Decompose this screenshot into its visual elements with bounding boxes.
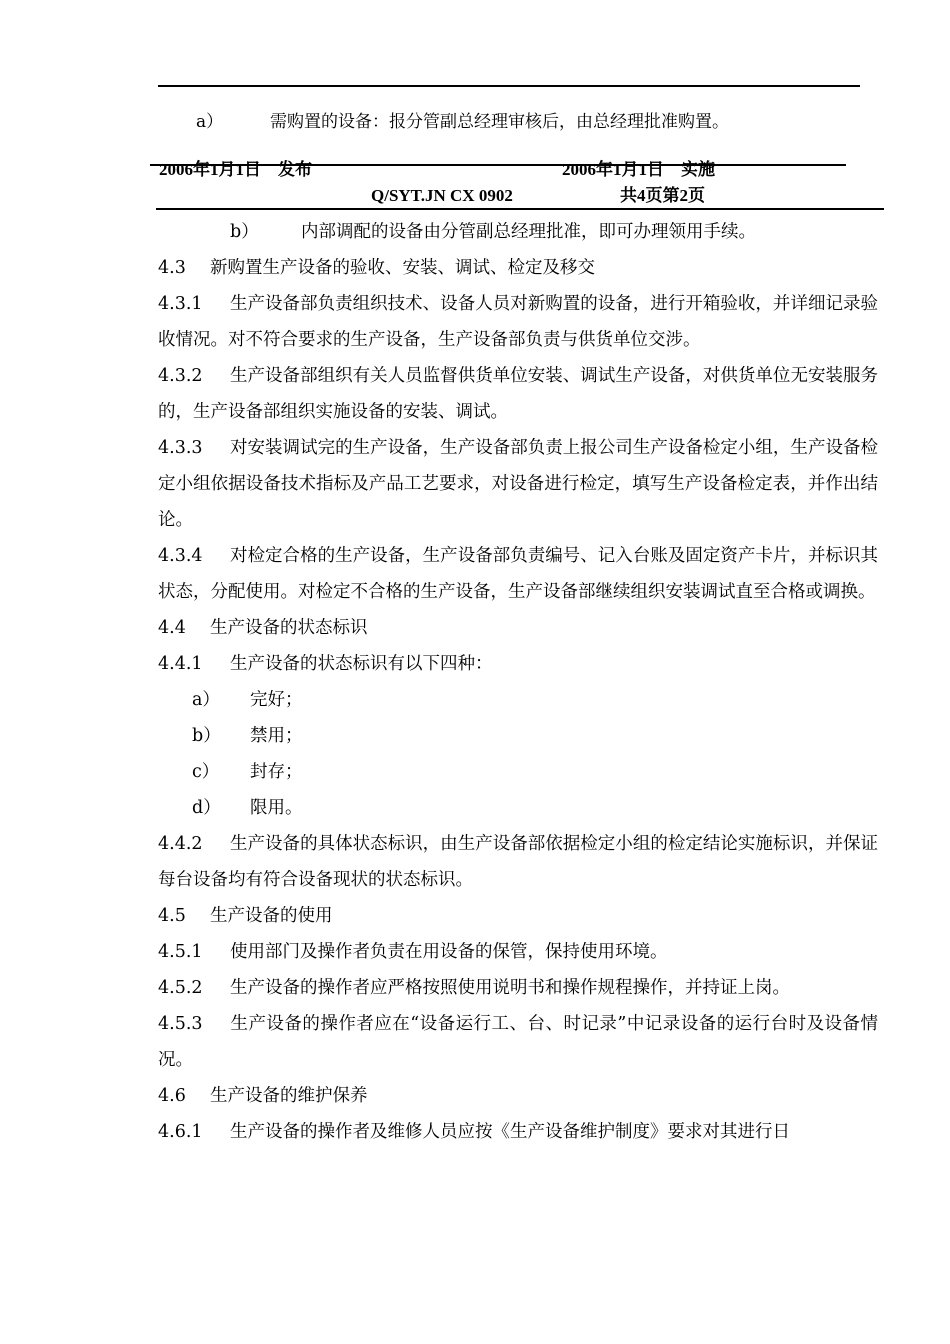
list-marker: b） bbox=[192, 726, 221, 746]
para-text: 新购置生产设备的验收、安装、调试、检定及移交 bbox=[210, 258, 595, 278]
para-number: 4.3.2 bbox=[158, 366, 203, 386]
paragraph bbox=[158, 1006, 878, 1078]
paragraph bbox=[158, 1114, 878, 1150]
sub-list-item bbox=[158, 682, 878, 718]
paragraph bbox=[158, 826, 878, 898]
header-rule bbox=[156, 208, 884, 210]
para-number: 4.5.2 bbox=[158, 978, 203, 998]
para-number: 4.3 bbox=[158, 258, 186, 278]
paragraph bbox=[158, 430, 878, 538]
para-number: 4.5.1 bbox=[158, 942, 203, 962]
para-number: 4.5 bbox=[158, 906, 186, 926]
section-heading bbox=[158, 250, 878, 286]
para-text: 生产设备的状态标识有以下四种： bbox=[230, 654, 493, 674]
doc-code: Q/SYT.JN CX 0902 bbox=[371, 186, 513, 205]
para-number: 4.6.1 bbox=[158, 1122, 203, 1142]
para-number: 4.3.4 bbox=[158, 546, 203, 566]
para-text: 生产设备的维护保养 bbox=[210, 1086, 368, 1106]
top-rule bbox=[158, 85, 860, 87]
para-text: 封存； bbox=[250, 762, 303, 782]
para-text: 生产设备的状态标识 bbox=[210, 618, 368, 638]
para-number: b） bbox=[230, 222, 259, 242]
para-number: 4.6 bbox=[158, 1086, 186, 1106]
para-number: 4.3.3 bbox=[158, 438, 203, 458]
sub-list-item bbox=[158, 790, 878, 826]
para-number: 4.4.1 bbox=[158, 654, 203, 674]
sub-list-item bbox=[158, 754, 878, 790]
para-text: 生产设备的操作者及维修人员应按《生产设备维护制度》要求对其进行日 bbox=[230, 1122, 790, 1142]
list-item-text: 需购置的设备：报分管副总经理审核后，由总经理批准购置。 bbox=[270, 112, 729, 132]
para-number: 4.4.2 bbox=[158, 834, 203, 854]
paragraph bbox=[158, 286, 878, 358]
list-marker: a） bbox=[196, 112, 224, 132]
para-text: 限用。 bbox=[250, 798, 303, 818]
para-text: 内部调配的设备由分管副总经理批准，即可办理领用手续。 bbox=[301, 222, 756, 242]
list-marker: d） bbox=[192, 798, 221, 818]
paragraph bbox=[158, 358, 878, 430]
para-text: 生产设备部组织有关人员监督供货单位安装、调试生产设备，对供货单位无安装服务的，生产设备部组织实施设备的安装、调试。 bbox=[158, 366, 878, 422]
paragraph bbox=[158, 934, 878, 970]
para-text: 禁用； bbox=[250, 726, 303, 746]
list-marker: a） bbox=[192, 690, 220, 710]
page-info: 共4页第2页 bbox=[620, 186, 705, 205]
list-item-b bbox=[158, 214, 878, 250]
paragraph bbox=[158, 538, 878, 610]
section-heading bbox=[158, 1078, 878, 1114]
paragraph bbox=[158, 646, 878, 682]
para-text: 生产设备的具体状态标识，由生产设备部依据检定小组的检定结论实施标识，并保证每台设备均有符合设备现状的状态标识。 bbox=[158, 834, 878, 890]
para-number: 4.4 bbox=[158, 618, 186, 638]
para-text: 生产设备的操作者应在“设备运行工、台、时记录”中记录设备的运行台时及设备情况。 bbox=[158, 1014, 878, 1070]
paragraph bbox=[158, 970, 878, 1006]
list-marker: c） bbox=[192, 762, 220, 782]
section-heading bbox=[158, 610, 878, 646]
para-text: 生产设备的使用 bbox=[210, 906, 333, 926]
para-text: 对安装调试完的生产设备，生产设备部负责上报公司生产设备检定小组，生产设备检定小组依据设备技术指标及产品工艺要求，对设备进行检定，填写生产设备检定表，并作出结论。 bbox=[158, 438, 878, 530]
para-number: 4.3.1 bbox=[158, 294, 203, 314]
para-text: 对检定合格的生产设备，生产设备部负责编号、记入台账及固定资产卡片，并标识其状态，分配使用。对检定不合格的生产设备，生产设备部继续组织安装调试直至合格或调换。 bbox=[158, 546, 878, 602]
section-heading bbox=[158, 898, 878, 934]
para-number: 4.5.3 bbox=[158, 1014, 203, 1034]
para-text: 生产设备部负责组织技术、设备人员对新购置的设备，进行开箱验收，并详细记录验收情况。对不符合要求的生产设备，生产设备部负责与供货单位交涉。 bbox=[158, 294, 878, 350]
sub-list-item bbox=[158, 718, 878, 754]
implement-date: 2006年1月1日 实施 bbox=[562, 160, 715, 179]
publish-date: 2006年1月1日 发布 bbox=[159, 160, 312, 179]
para-text: 生产设备的操作者应严格按照使用说明书和操作规程操作，并持证上岗。 bbox=[230, 978, 790, 998]
document-body bbox=[158, 214, 878, 1150]
para-text: 使用部门及操作者负责在用设备的保管，保持使用环境。 bbox=[230, 942, 668, 962]
para-text: 完好； bbox=[250, 690, 303, 710]
list-item-a bbox=[196, 114, 729, 131]
